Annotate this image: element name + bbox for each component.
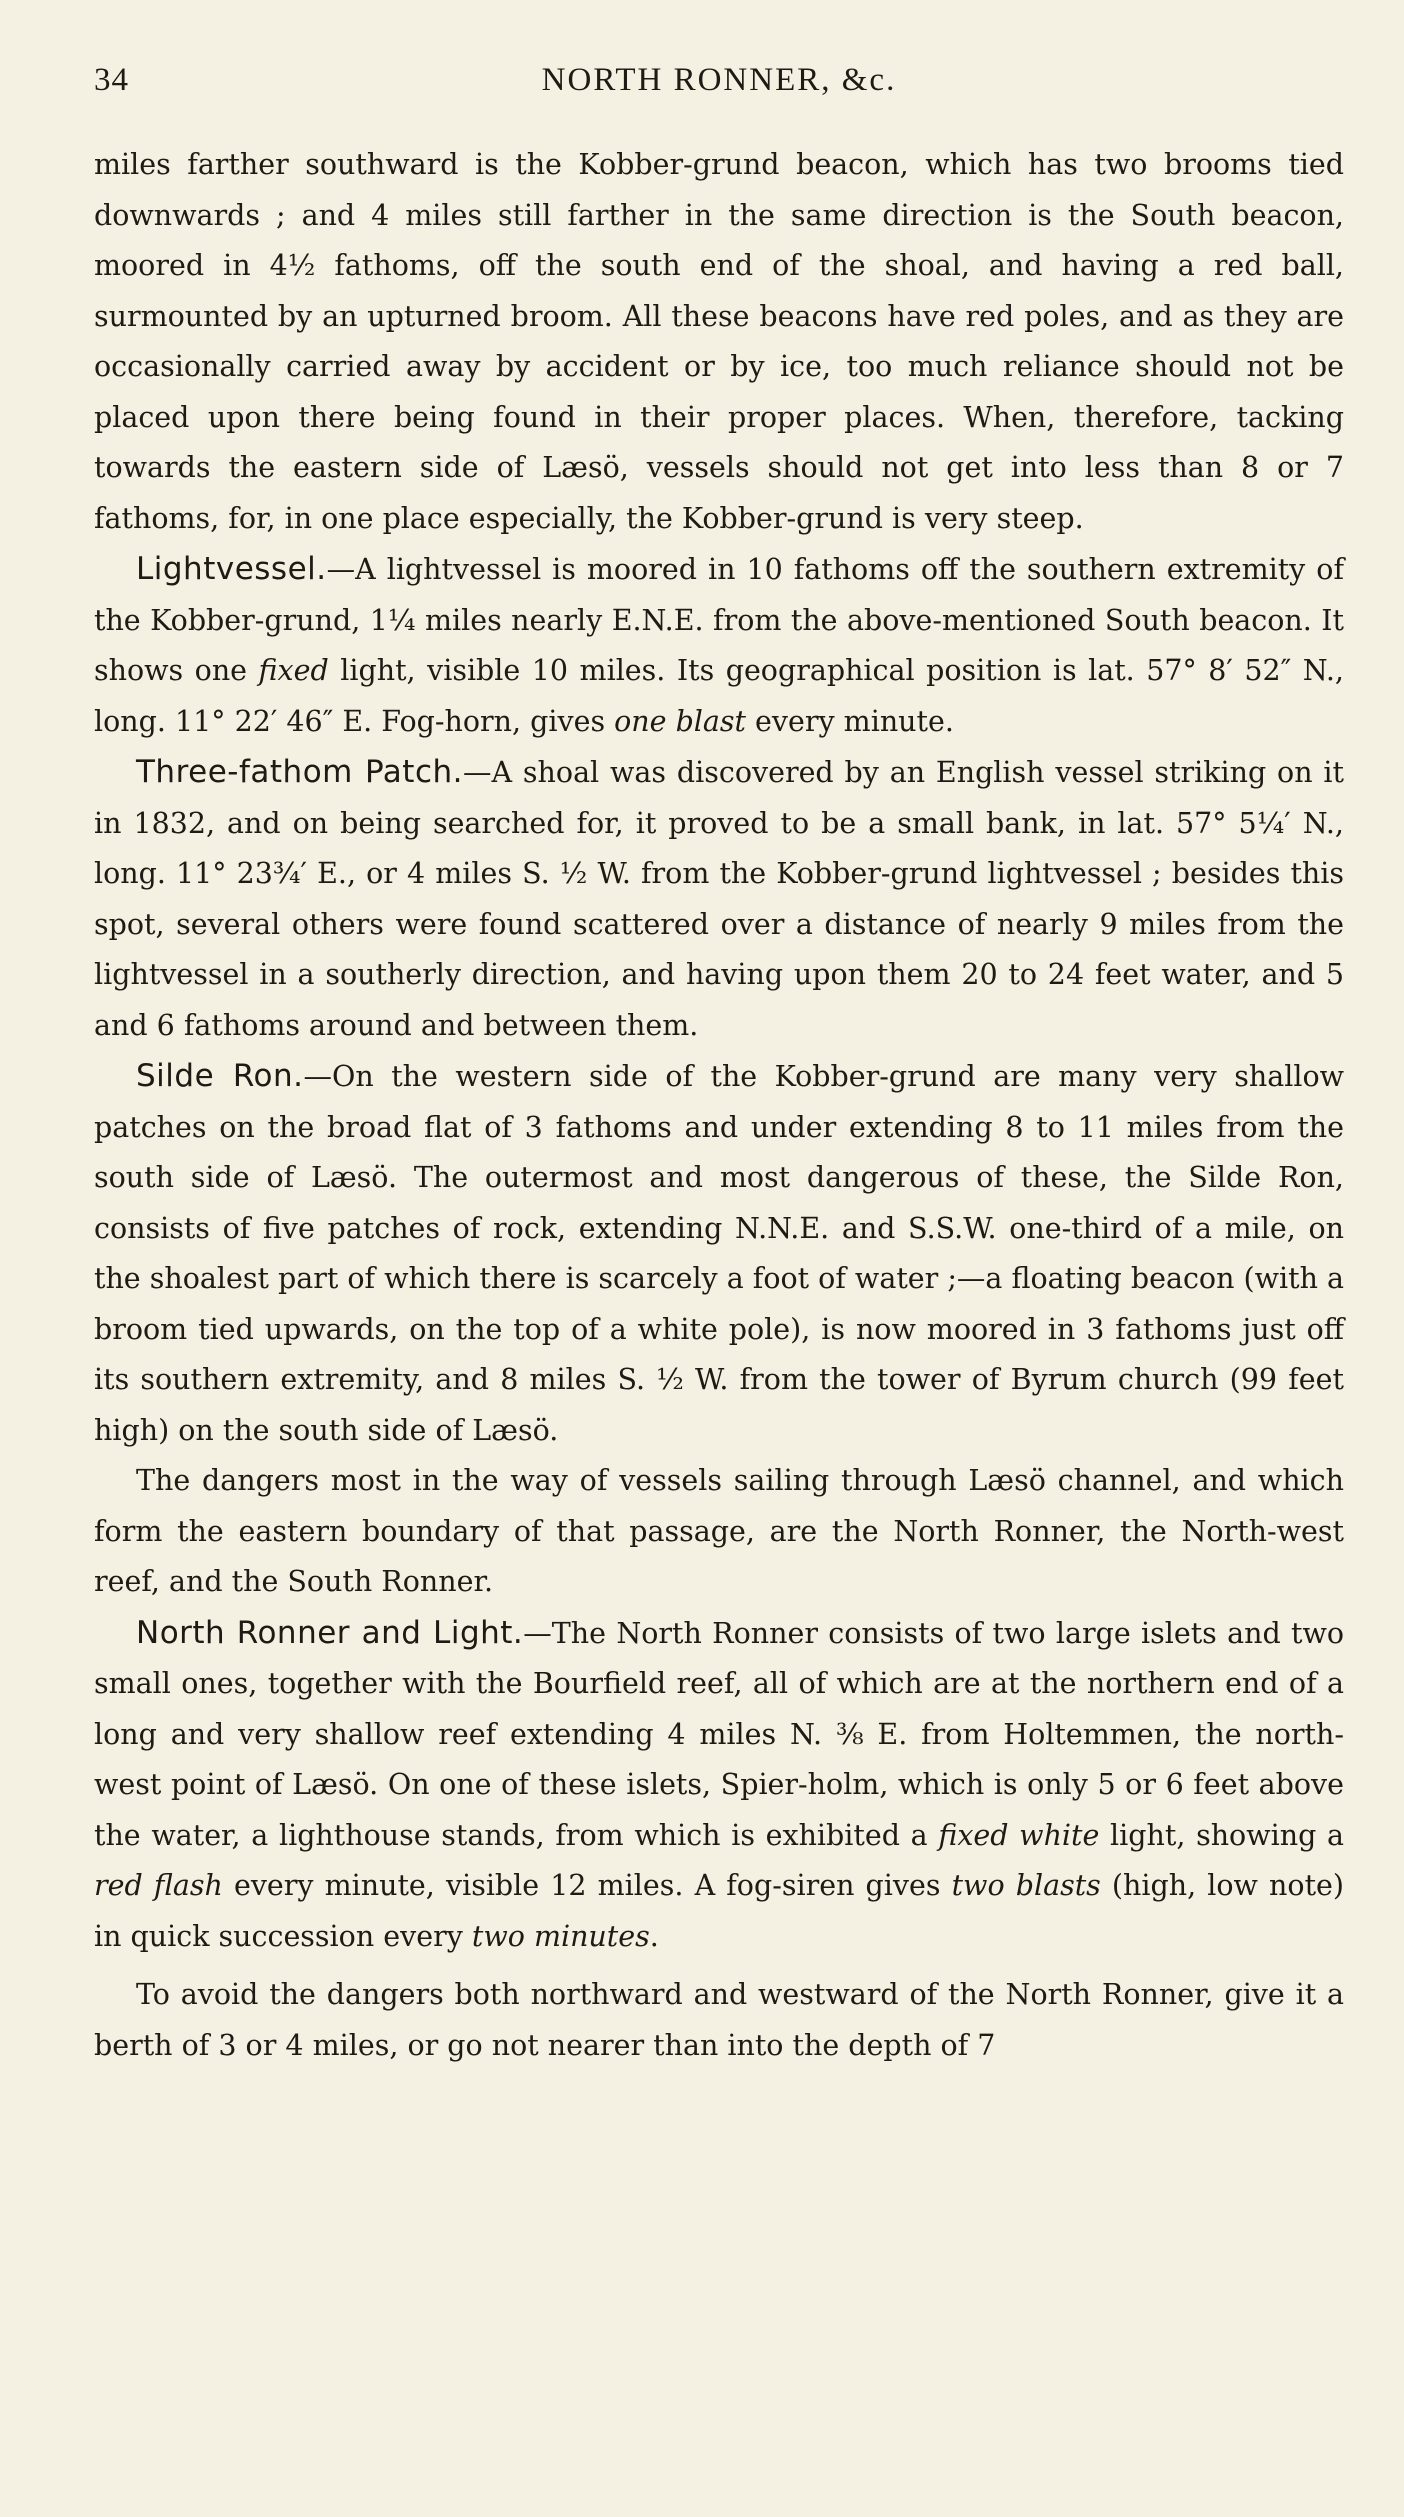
italic-text: two blasts xyxy=(951,1869,1101,1902)
page-number: 34 xyxy=(94,62,129,98)
paragraph-text: every minute, visible 12 miles. A fog-siren gives xyxy=(222,1869,952,1902)
italic-text: fixed white xyxy=(938,1818,1100,1852)
paragraph-kobber-grund-beacons xyxy=(94,140,1344,544)
section-heading-lightvessel: Lightvessel. xyxy=(136,551,327,587)
italic-text: two minutes xyxy=(471,1919,650,1953)
paragraph-text: —A shoal was discovered by an English vessel striking on it in 1832, and on being searched for, it proved to be a small bank, in lat. 57° 5¼′ N., long. 11° 23¾′ E., or 4 miles S. ½ W. from the Kobber-grund lightvessel ; besides this spot, several others were found scattered over a distance of nearly 9 miles from the lightvessel in a southerly direction, and having upon them 20 to 24 feet water, and 5 and 6 fathoms around and between them. xyxy=(94,756,1344,1042)
running-title: NORTH RONNER, &c. xyxy=(541,62,897,98)
paragraph-text: —On the western side of the Kobber-grund are many very shallow patches on the broad flat of 3 fathoms and under extending 8 to 11 miles from the south side of Læsö. The outermost and most dangerous of these, the Silde Ron, consists of five patches of rock, extending N.N.E. and S.S.W. one-third of a mile, on the shoalest part of which there is scarcely a foot of water ;—a floating beacon (with a broom tied upwards, on the top of a white pole), is now moored in 3 fathoms just off its southern extremity, and 8 miles S. ½ W. from the tower of Byrum church (99 feet high) on the south side of Læsö. xyxy=(94,1060,1344,1447)
paragraph-text: The dangers most in the way of vessels sailing through Læsö channel, and which form the eastern boundary of that passage, are the North Ronner, the North-west reef, and the South Ronner. xyxy=(94,1464,1344,1598)
italic-text: red flash xyxy=(94,1869,223,1902)
paragraph-silde-ron xyxy=(94,1051,1344,1456)
paragraph-avoid-dangers xyxy=(94,1970,1344,2071)
paragraph-text: every minute. xyxy=(746,704,954,738)
paragraph-text: (high, low note) in quick succession every xyxy=(94,1869,1345,1953)
paragraph-text: . xyxy=(649,1919,659,1953)
paragraph-text: light, showing a xyxy=(1099,1818,1344,1852)
paragraph-three-fathom-patch xyxy=(94,747,1344,1051)
paragraph-text: miles farther southward is the Kobber-grund beacon, which has two brooms tied downwards ; and 4 miles still farther in the same direction is the South beacon, moored in 4½ fathoms, off the south end of the shoal, and having a red ball, surmounted by an upturned broom. All these beacons have red poles, and as they are occasionally carried away by accident or by ice, too much reliance should not be placed upon there being found in their proper places. When, therefore, tacking towards the eastern side of Læsö, vessels should not get into less than 8 or 7 fathoms, for, in one place especially, the Kobber-grund is very steep. xyxy=(94,148,1344,535)
paragraph-text: light, visible 10 miles. Its geographical position is lat. 57° 8′ 52″ N., long. 11° 22′ 46″ E. Fog-horn, gives xyxy=(94,654,1344,738)
italic-text: one blast xyxy=(614,704,746,738)
section-heading-silde-ron: Silde Ron. xyxy=(136,1058,304,1094)
section-heading-north-ronner-light: North Ronner and Light. xyxy=(136,1614,524,1651)
paragraph-text: To avoid the dangers both northward and westward of the North Ronner, give it a berth of 3 or 4 miles, or go not nearer than into the depth of 7 xyxy=(94,1978,1344,2062)
section-heading-three-fathom-patch: Three-fathom Patch. xyxy=(136,754,463,790)
paragraph-text: —The North Ronner consists of two large islets and two small ones, together with the Bourfield reef, all of which are at the northern end of a long and very shallow reef extending 4 miles N. ⅜ E. from Holtemmen, the north-west point of Læsö. On one of these islets, Spier-holm, which is only 5 or 6 feet above the water, a lighthouse stands, from which is exhibited a xyxy=(94,1616,1345,1852)
paragraph-laeso-channel-dangers xyxy=(94,1456,1344,1608)
italic-text: fixed xyxy=(258,654,329,687)
running-head xyxy=(94,62,1344,112)
body-text xyxy=(94,140,1344,2071)
paragraph-lightvessel xyxy=(94,544,1344,747)
paragraph-text: —A lightvessel is moored in 10 fathoms off the southern extremity of the Kobber-grund, 1¼ miles nearly E.N.E. from the above-mentioned South beacon. It shows one xyxy=(94,553,1344,687)
paragraph-north-ronner-light xyxy=(94,1608,1344,1963)
